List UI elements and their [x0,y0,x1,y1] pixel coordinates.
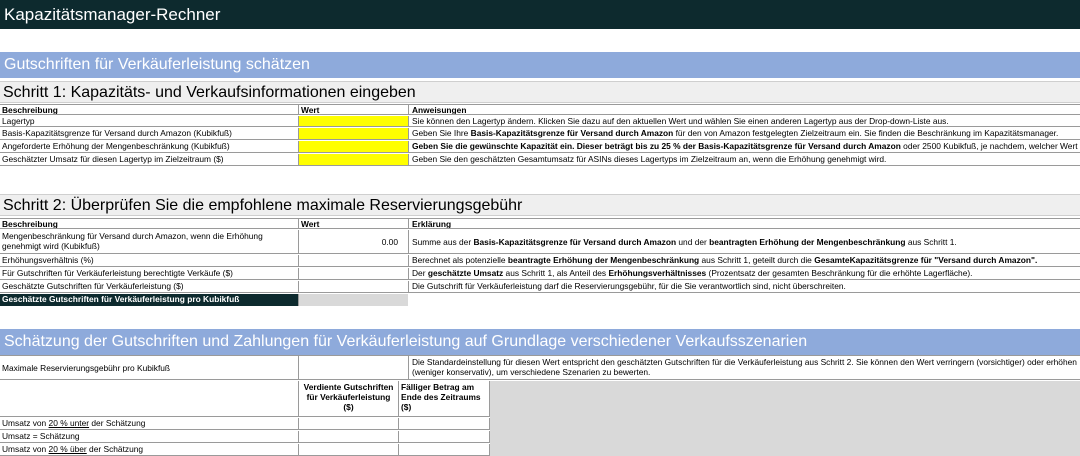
section-heading-estimate: Gutschriften für Verkäuferleistung schätzen [0,52,1080,78]
scenario-below-earned [298,418,398,430]
row-label-lagertyp: Lagertyp [0,116,298,127]
scenario-header-spacer [0,381,298,417]
row-label-estimated-sales: Geschätzter Umsatz für diesen Lagertyp im Zielzeitraum ($) [0,154,298,166]
row-label-base-capacity: Basis-Kapazitätsgrenze für Versand durch Amazon (Kubikfuß) [0,128,298,140]
app-title: Kapazitätsmanager-Rechner [0,0,1080,29]
instruction-estimated-sales: Geben Sie den geschätzten Gesamtumsatz für ASINs dieses Lagertyps im Zielzeitraum an, wenn die Erhöhung genehmigt wird. [408,154,1080,166]
col-header-earned-credits: Verdiente Gutschriften für Verkäuferleistung ($) [298,381,398,417]
scenario-below-due [398,418,490,430]
step1-heading: Schritt 1: Kapazitäts- und Verkaufsinformationen eingeben [0,81,1080,103]
scenario-gray-area [490,381,1080,456]
row-label-requested-increase: Angeforderte Erhöhung der Mengenbeschränkung (Kubikfuß) [0,141,298,153]
col-header-instructions: Anweisungen [408,104,1080,115]
scenario-above-earned [298,444,398,456]
step2-col-header-value: Wert [298,218,408,229]
estimated-sales-input[interactable] [298,154,408,166]
explanation-max-fee: Die Standardeinstellung für diesen Wert entspricht den geschätzten Gutschriften für die Verkäuferleistung aus Schritt 2. Sie können den Wert verringern (vorsichtiger) oder erhöhen (weniger konservativ), um verschiedene Szenarien zu bewerten. [408,355,1080,380]
step2-heading: Schritt 2: Überprüfen Sie die empfohlene maximale Reservierungsgebühr [0,194,1080,216]
scenario-above-due [398,444,490,456]
section-heading-scenarios: Schätzung der Gutschriften und Zahlungen für Verkäuferleistung auf Grundlage verschiedener Verkaufsszenarien [0,329,1080,355]
eligible-sales-value [298,268,408,280]
row-label-eligible-sales: Für Gutschriften für Verkäuferleistung berechtigte Verkäufe ($) [0,268,298,280]
row-label-total-limit: Mengenbeschränkung für Versand durch Amazon, wenn die Erhöhung genehmigt wird (Kubikfuß) [0,230,298,254]
lagertyp-input[interactable] [298,116,408,127]
scenario-row-equal: Umsatz = Schätzung [0,431,298,443]
base-capacity-input[interactable] [298,128,408,140]
explanation-total-limit: Summe aus der Basis-Kapazitätsgrenze für Versand durch Amazon und der beantragten Erhöhung der Mengenbeschränkung aus Schritt 1. [408,230,1080,254]
scenario-row-above: Umsatz von 20 % über der Schätzung [0,444,298,456]
instruction-base-capacity: Geben Sie Ihre Basis-Kapazitätsgrenze für Versand durch Amazon für den von Amazon festgelegten Zielzeitraum ein. Sie finden die Beschränkung im Kapazitätsmanager. [408,128,1080,140]
col-header-amount-due: Fälliger Betrag am Ende des Zeitraums ($) [398,381,490,417]
col-header-description: Beschreibung [0,104,298,115]
step2-col-header-description: Beschreibung [0,218,298,229]
max-fee-input[interactable] [298,355,408,380]
row-label-estimated-credits: Geschätzte Gutschriften für Verkäuferleistung ($) [0,281,298,293]
explanation-eligible-sales: Der geschätzte Umsatz aus Schritt 1, als Anteil des Erhöhungsverhältnisses (Prozentsatz der gesamten Beschränkung für die erhöhte Lagerfläche). [408,268,1080,280]
row-label-max-fee: Maximale Reservierungsgebühr pro Kubikfuß [0,355,298,380]
requested-increase-input[interactable] [298,141,408,153]
step2-col-header-explanation: Erklärung [408,218,1080,229]
scenario-equal-earned [298,431,398,443]
scenario-equal-due [398,431,490,443]
total-limit-value: 0.00 [298,230,408,254]
explanation-increase-ratio: Berechnet als potenzielle beantragte Erhöhung der Mengenbeschränkung aus Schritt 1, geteilt durch die GesamteKapazitätsgrenze für "Versand durch Amazon". [408,255,1080,267]
increase-ratio-value [298,255,408,267]
col-header-value: Wert [298,104,408,115]
instruction-lagertyp: Sie können den Lagertyp ändern. Klicken Sie dazu auf den aktuellen Wert und wählen Sie einen anderen Lagertyp aus der Drop-down-Liste aus. [408,116,1080,127]
explanation-estimated-credits: Die Gutschrift für Verkäuferleistung darf die Reservierungsgebühr, für die Sie verantwortlich sind, nicht überschreiten. [408,281,1080,293]
scenario-row-below: Umsatz von 20 % unter der Schätzung [0,418,298,430]
credits-per-cubic-foot-value [298,294,408,306]
row-label-credits-per-cubic-foot: Geschätzte Gutschriften für Verkäuferleistung pro Kubikfuß [0,294,298,306]
estimated-credits-value [298,281,408,293]
instruction-requested-increase: Geben Sie die gewünschte Kapazität ein. Dieser beträgt bis zu 25 % der Basis-Kapazitätsgrenze für Versand durch Amazon oder 2500 Kubikfuß, je nachdem, welcher Wert [408,141,1080,153]
row-label-increase-ratio: Erhöhungsverhältnis (%) [0,255,298,267]
